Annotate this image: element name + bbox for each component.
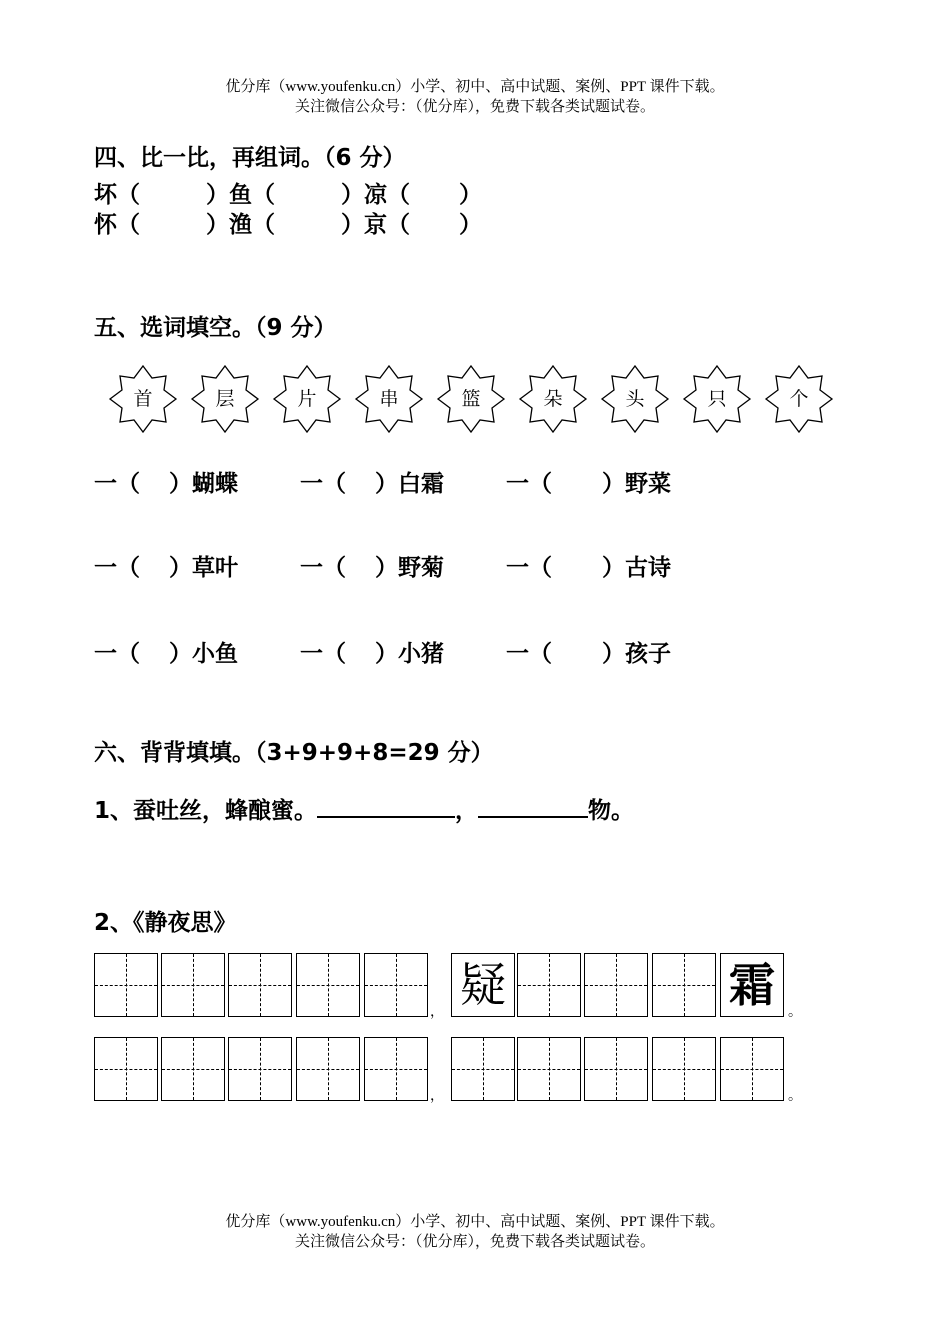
char-box[interactable] xyxy=(364,1037,428,1101)
char-box[interactable] xyxy=(364,953,428,1017)
char-box-prefilled xyxy=(451,953,515,1017)
word-star xyxy=(682,364,752,434)
measure-row-2 xyxy=(94,549,671,582)
footer-line-1: 优分库（www.youfenku.cn）小学、初中、高中试题、案例、PPT 课件下载。 xyxy=(225,1214,725,1230)
word-star xyxy=(436,364,506,434)
footer-line-2: 关注微信公众号：（优分库），免费下载各类试题试卷。 xyxy=(294,1234,655,1250)
word-star-label: 片 xyxy=(297,388,317,410)
char-box[interactable] xyxy=(517,1037,581,1101)
poem-period: 。 xyxy=(788,1004,802,1020)
s4r2-d: ） xyxy=(459,212,482,238)
section-4-row-1 xyxy=(94,180,482,210)
question-1 xyxy=(94,792,634,825)
word-star xyxy=(190,364,260,434)
char-box[interactable] xyxy=(584,1037,648,1101)
blank-post: ）白霜 xyxy=(375,471,444,497)
word-star xyxy=(272,364,342,434)
poem-period: 。 xyxy=(788,1088,802,1104)
measure-row-3 xyxy=(94,635,671,668)
char-box[interactable] xyxy=(161,1037,225,1101)
char-box-prefilled xyxy=(720,953,784,1017)
char-box[interactable] xyxy=(451,1037,515,1101)
char-box[interactable] xyxy=(94,1037,158,1101)
char-box[interactable] xyxy=(584,953,648,1017)
s4r2-a: 怀（ xyxy=(94,212,140,238)
blank-post: ）野菊 xyxy=(375,555,444,581)
header-line-2: 关注微信公众号：（优分库），免费下载各类试题试卷。 xyxy=(294,99,655,115)
blank-pre: 一（ xyxy=(300,555,346,581)
blank-post: ）小鱼 xyxy=(169,641,238,667)
word-star-label: 只 xyxy=(707,388,727,410)
measure-row-1 xyxy=(94,465,671,498)
s4r1-b: ）鱼（ xyxy=(206,182,275,208)
blank-post: ）小猪 xyxy=(375,641,444,667)
q1-suffix: 物。 xyxy=(588,798,635,824)
word-star-label: 层 xyxy=(215,388,235,410)
char-box[interactable] xyxy=(296,1037,360,1101)
section-6-title: 六、背背填填。（3+9+9+8=29 分） xyxy=(94,740,494,766)
blank-post: ）野菜 xyxy=(602,471,671,497)
blank-pre: 一（ xyxy=(506,471,552,497)
word-star xyxy=(518,364,588,434)
blank-post: ）蝴蝶 xyxy=(169,471,238,497)
q1-blank-1[interactable] xyxy=(317,796,455,818)
q1-comma: ， xyxy=(455,798,479,824)
blank-pre: 一（ xyxy=(94,471,140,497)
poem-grid-row-2 xyxy=(94,1037,814,1104)
blank-post: ）孩子 xyxy=(602,641,671,667)
word-star xyxy=(108,364,178,434)
blank-pre: 一（ xyxy=(300,641,346,667)
char-box[interactable] xyxy=(161,953,225,1017)
poem-comma: ， xyxy=(430,1088,444,1104)
char-box[interactable] xyxy=(652,1037,716,1101)
s4r1-a: 坏（ xyxy=(94,182,140,208)
s4r1-c: ）凉（ xyxy=(341,182,410,208)
prefilled-char: 霜 xyxy=(721,954,783,1016)
q1-blank-2[interactable] xyxy=(478,796,588,818)
blank-post: ）古诗 xyxy=(602,555,671,581)
word-star xyxy=(600,364,670,434)
blank-pre: 一（ xyxy=(94,641,140,667)
blank-pre: 一（ xyxy=(506,641,552,667)
prefilled-char: 疑 xyxy=(452,954,514,1016)
s4r1-d: ） xyxy=(459,182,482,208)
word-star-label: 串 xyxy=(379,388,399,410)
word-star xyxy=(354,364,424,434)
section-4-title: 四、比一比，再组词。（6 分） xyxy=(94,145,406,171)
blank-pre: 一（ xyxy=(300,471,346,497)
word-star-label: 首 xyxy=(133,388,153,410)
char-box[interactable] xyxy=(652,953,716,1017)
char-box[interactable] xyxy=(228,953,292,1017)
char-box[interactable] xyxy=(517,953,581,1017)
blank-pre: 一（ xyxy=(94,555,140,581)
poem-comma: ， xyxy=(430,1004,444,1020)
word-star-label: 朵 xyxy=(543,388,563,410)
s4r2-b: ）渔（ xyxy=(206,212,275,238)
char-box[interactable] xyxy=(94,953,158,1017)
word-star-label: 头 xyxy=(625,388,645,410)
s4r2-c: ）京（ xyxy=(341,212,410,238)
blank-pre: 一（ xyxy=(506,555,552,581)
char-box[interactable] xyxy=(296,953,360,1017)
word-star-label: 篮 xyxy=(461,388,481,410)
section-4-row-2 xyxy=(94,210,482,240)
header-line-1: 优分库（www.youfenku.cn）小学、初中、高中试题、案例、PPT 课件下载。 xyxy=(225,79,725,95)
question-2-title: 2、《静夜思》 xyxy=(94,910,237,936)
poem-grid-row-1 xyxy=(94,953,814,1020)
char-box[interactable] xyxy=(228,1037,292,1101)
word-star xyxy=(764,364,834,434)
q1-prefix: 1、蚕吐丝，蜂酿蜜。 xyxy=(94,798,318,824)
section-5-title: 五、选词填空。（9 分） xyxy=(94,315,337,341)
word-star-label: 个 xyxy=(789,388,809,410)
blank-post: ）草叶 xyxy=(169,555,238,581)
char-box[interactable] xyxy=(720,1037,784,1101)
